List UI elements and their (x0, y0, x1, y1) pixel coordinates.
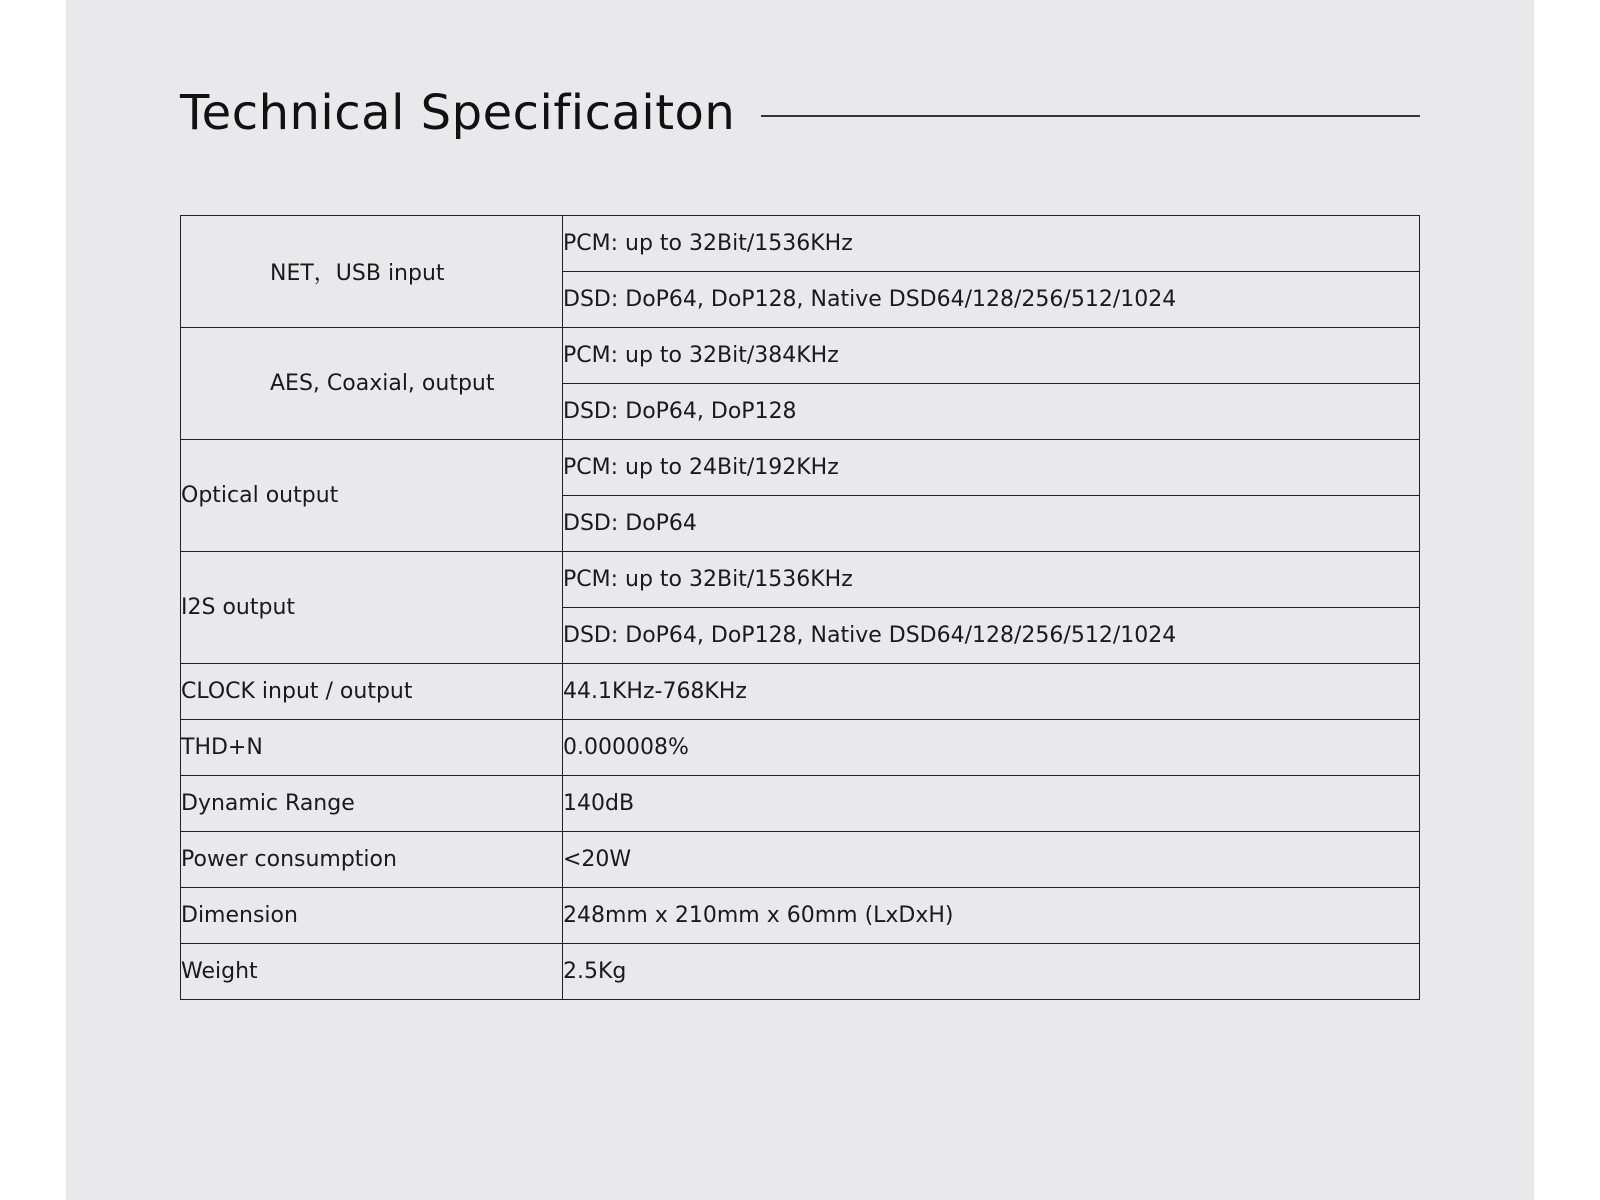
spec-label: I2S output (181, 552, 563, 664)
spec-label: AES, Coaxial, output (181, 328, 563, 440)
heading-divider (761, 115, 1420, 117)
spec-row-dimension (181, 888, 1420, 944)
spec-label: Dimension (181, 888, 563, 944)
spec-row-thd-n (181, 720, 1420, 776)
spec-label: Weight (181, 944, 563, 1000)
spec-row-dynamic-range (181, 776, 1420, 832)
spec-label: Power consumption (181, 832, 563, 888)
section-heading (180, 78, 1420, 148)
spec-value: DSD: DoP64 (563, 496, 1420, 552)
spec-value: PCM: up to 32Bit/1536KHz (563, 552, 1420, 608)
spec-label: NET，USB input (181, 216, 563, 328)
spec-value: PCM: up to 32Bit/384KHz (563, 328, 1420, 384)
spec-table (180, 215, 1420, 1000)
spec-value: DSD: DoP64, DoP128 (563, 384, 1420, 440)
spec-label: Dynamic Range (181, 776, 563, 832)
spec-row-clock (181, 664, 1420, 720)
spec-value: 0.000008% (563, 720, 1420, 776)
spec-value: 248mm x 210mm x 60mm (LxDxH) (563, 888, 1420, 944)
spec-row-optical-output (181, 440, 1420, 496)
spec-label: CLOCK input / output (181, 664, 563, 720)
spec-label: THD+N (181, 720, 563, 776)
spec-label: Optical output (181, 440, 563, 552)
spec-value: 2.5Kg (563, 944, 1420, 1000)
spec-value: 44.1KHz-768KHz (563, 664, 1420, 720)
spec-value: DSD: DoP64, DoP128, Native DSD64/128/256/512/1024 (563, 272, 1420, 328)
spec-value: PCM: up to 32Bit/1536KHz (563, 216, 1420, 272)
spec-value: <20W (563, 832, 1420, 888)
spec-row-net-usb-input (181, 216, 1420, 272)
page-title: Technical Specificaiton (180, 85, 736, 141)
spec-value: 140dB (563, 776, 1420, 832)
spec-row-weight (181, 944, 1420, 1000)
spec-row-power-consumption (181, 832, 1420, 888)
spec-row-aes-coaxial-output (181, 328, 1420, 384)
spec-row-i2s-output (181, 552, 1420, 608)
spec-value: PCM: up to 24Bit/192KHz (563, 440, 1420, 496)
spec-value: DSD: DoP64, DoP128, Native DSD64/128/256/512/1024 (563, 608, 1420, 664)
